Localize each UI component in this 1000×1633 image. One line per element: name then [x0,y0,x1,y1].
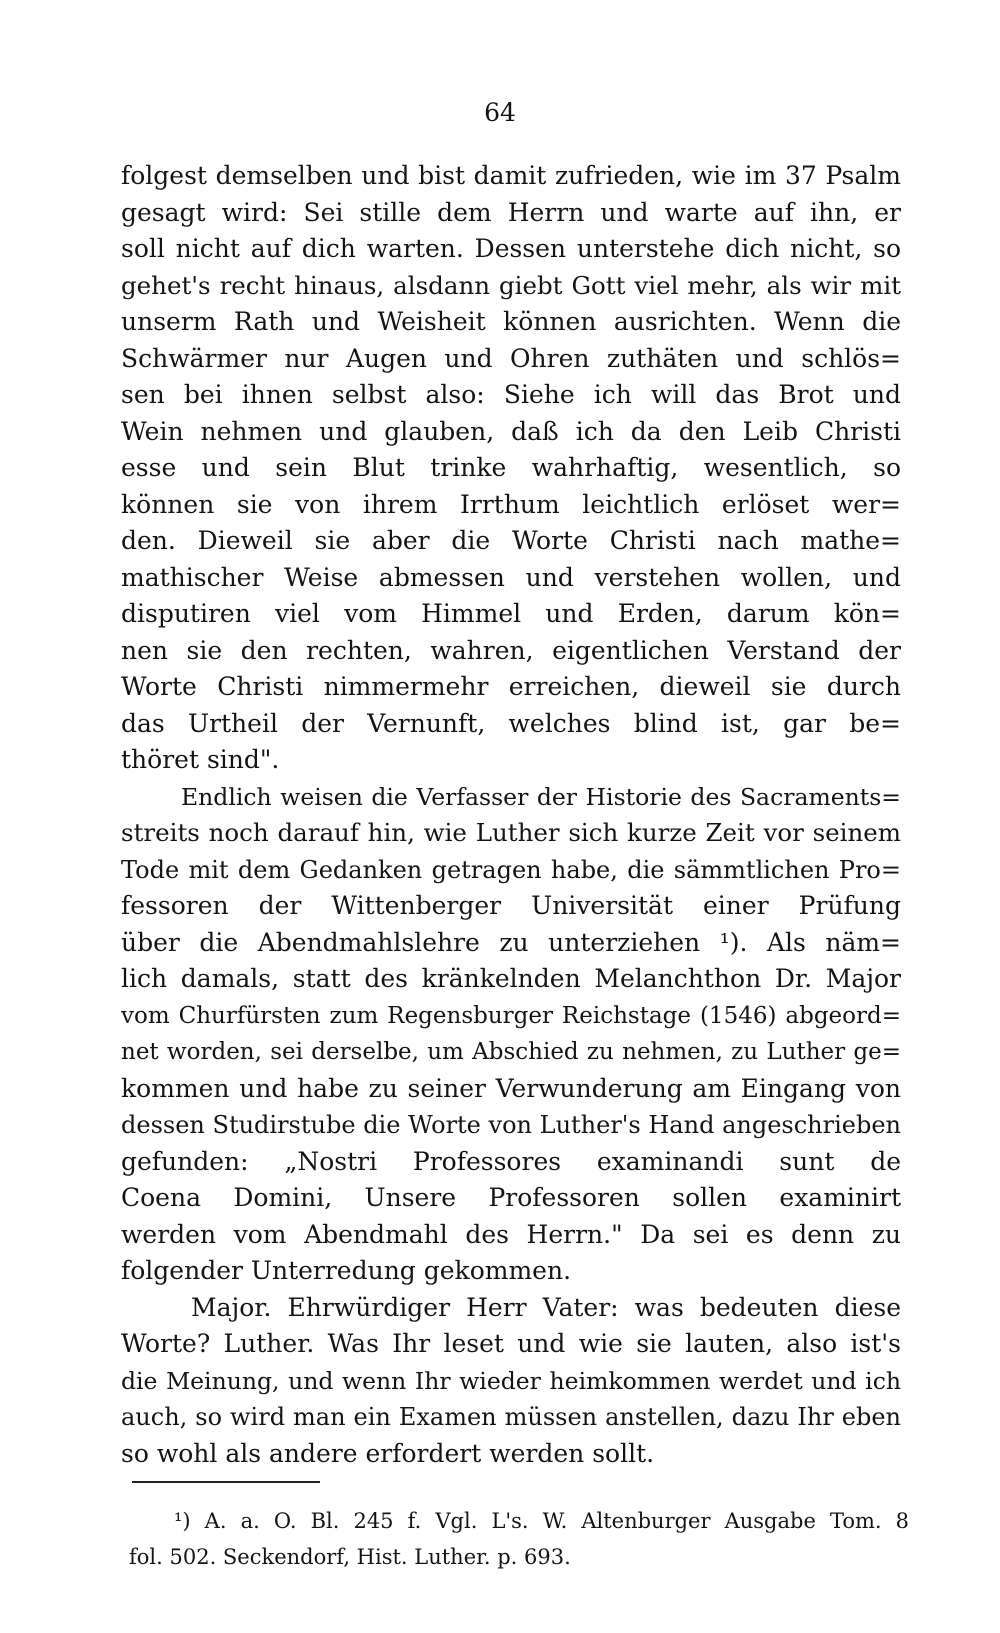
page-number: 64 [484,98,516,127]
text-line: können sie von ihrem Irrthum leichtlich erlöset wer= [121,489,901,519]
text-line: fessoren der Wittenberger Universität einer Prüfung [121,891,901,920]
text-line: Tode mit dem Gedanken getragen habe, die sämmtlichen Pro= [121,855,901,884]
paragraph-start-line: Endlich weisen die Verfasser der Historie des Sacraments= [181,782,901,811]
text-line: thöret sind". [121,745,280,774]
text-line: Schwärmer nur Augen und Ohren zuthäten und schlös= [121,343,901,373]
text-line: nen sie den rechten, wahren, eigentlichen Verstand der [121,635,901,665]
text-line: kommen und habe zu seiner Verwunderung am Eingang von [121,1073,901,1103]
text-line: mathischer Weise abmessen und verstehen wollen, und [121,562,901,592]
text-line: Coena Domini, Unsere Professoren sollen examinirt [121,1183,901,1212]
text-line: unserm Rath und Weisheit können ausrichten. Wenn die [121,307,901,336]
text-line: den. Dieweil sie aber die Worte Christi nach mathe= [121,526,901,555]
footnote-line: ¹) A. a. O. Bl. 245 f. Vgl. L's. W. Altenburger Ausgabe Tom. 8 [174,1509,909,1533]
text-line: gefunden: „Nostri Professores examinandi sunt de [121,1146,901,1176]
text-line: gesagt wird: Sei stille dem Herrn und warte auf ihn, er [121,197,901,227]
text-line: folgest demselben und bist damit zufrieden, wie im 37 Psalm [121,161,901,190]
text-line: werden vom Abendmahl des Herrn." Da sei es denn zu [121,1219,901,1249]
text-line: Worte? Luther. Was Ihr leset und wie sie lauten, also ist's [121,1329,901,1358]
text-line: Wein nehmen und glauben, daß ich da den Leib Christi [121,416,901,446]
text-line: net worden, sei derselbe, um Abschied zu nehmen, zu Luther ge= [121,1039,901,1065]
text-line: dessen Studirstube die Worte von Luther's Hand angeschrieben [121,1111,901,1139]
footnote-line: fol. 502. Seckendorf, Hist. Luther. p. 693. [129,1545,571,1569]
text-line: vom Churfürsten zum Regensburger Reichstage (1546) abgeord= [121,1002,901,1029]
text-line: auch, so wird man ein Examen müssen anstellen, dazu Ihr eben [121,1403,901,1431]
text-line: gehet's recht hinaus, alsdann giebt Gott viel mehr, als wir mit [121,270,901,300]
text-line: streits noch darauf hin, wie Luther sich kurze Zeit vor seinem [121,818,901,847]
text-line: esse und sein Blut trinke wahrhaftig, wesentlich, so [121,453,901,482]
text-line: so wohl als andere erfordert werden sollt. [121,1438,655,1468]
footnotes [129,1503,909,1575]
paragraph-start-line: Major. Ehrwürdiger Herr Vater: was bedeuten diese [191,1292,901,1322]
text-line: sen bei ihnen selbst also: Siehe ich will das Brot und [121,380,901,409]
text-line: lich damals, statt des kränkelnden Melanchthon Dr. Major [121,964,901,993]
body-text [121,158,901,1472]
text-line: Worte Christi nimmermehr erreichen, dieweil sie durch [121,672,901,701]
text-line: die Meinung, und wenn Ihr wieder heimkommen werdet und ich [121,1366,901,1395]
text-line: über die Abendmahlslehre zu unterziehen ¹). Als näm= [121,927,901,957]
text-line: disputiren viel vom Himmel und Erden, darum kön= [121,599,901,628]
footnote-divider [132,1481,320,1483]
text-line: folgender Unterredung gekommen. [121,1256,572,1285]
text-line: soll nicht auf dich warten. Dessen unterstehe dich nicht, so [121,234,901,263]
text-line: das Urtheil der Vernunft, welches blind ist, gar be= [121,708,901,738]
